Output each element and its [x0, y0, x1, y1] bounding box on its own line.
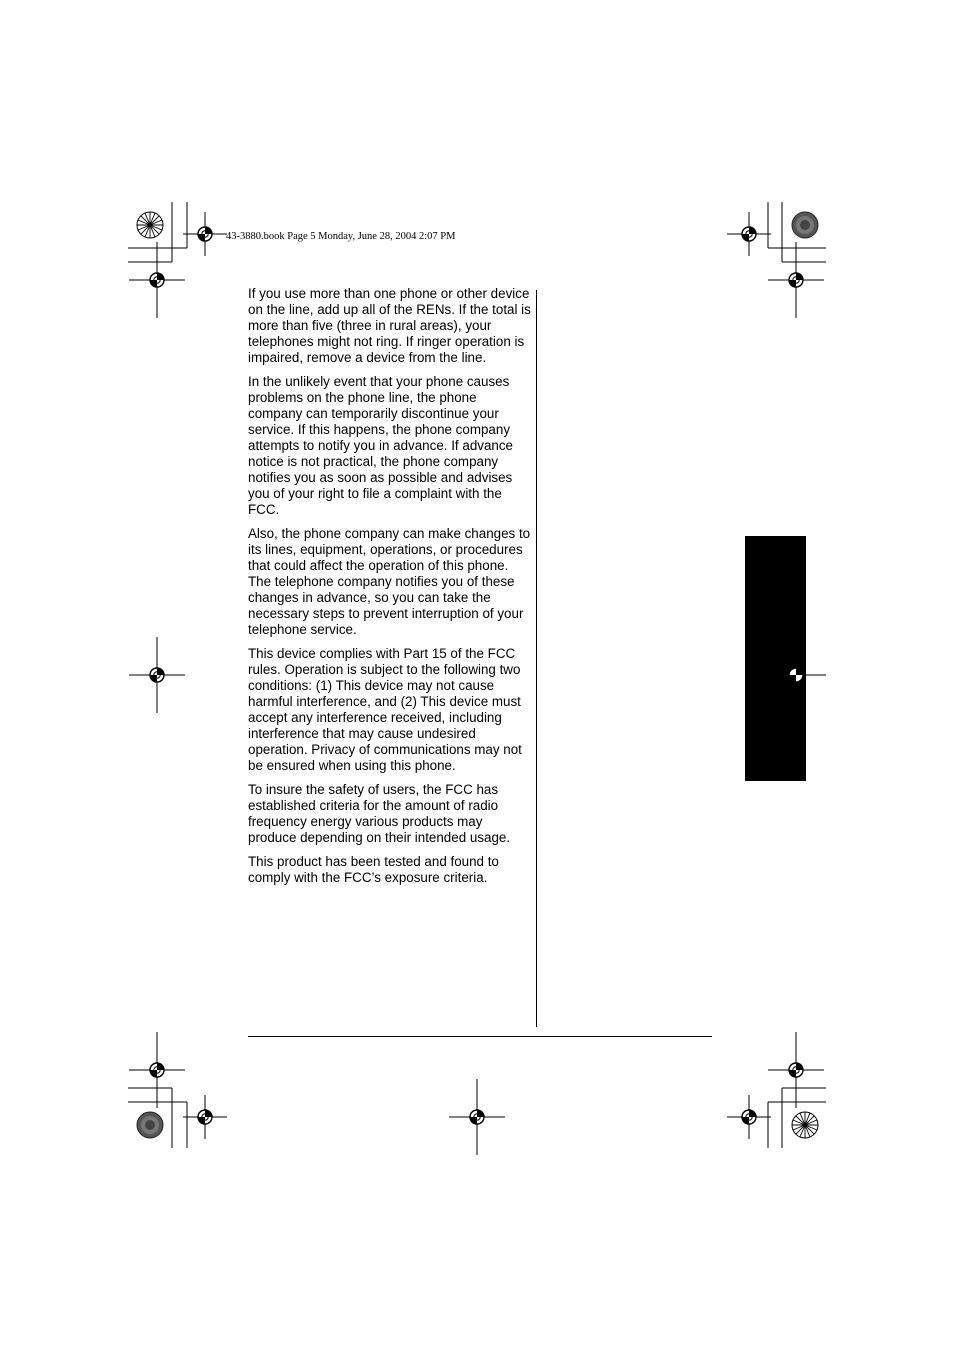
- column-divider: [536, 290, 537, 1027]
- paragraph-part-15: This device complies with Part 15 of the FCC rules. Operation is subject to the following two conditions: (1) This device may not cause harmful interference, and (2) This device must accept any interference received, including interference that may cause undesired operation. Privacy of communications may not be ensured when using this phone.: [248, 646, 522, 773]
- paragraph-ren: If you use more than one phone or other device on the line, add up all of the RENs. If the total is more than five (three in rural areas), your telephones might not ring. If ringer operation is impaired, remove a device from the line.: [248, 286, 531, 365]
- print-file-info: 43-3880.book Page 5 Monday, June 28, 2004 2:07 PM: [226, 231, 456, 242]
- body-text-column: [248, 286, 533, 894]
- paragraph-line-changes: Also, the phone company can make changes to its lines, equipment, operations, or procedures that could affect the operation of this phone. The telephone company notifies you of these changes in advance, so you can take the necessary steps to prevent interruption of your telephone service.: [248, 526, 531, 637]
- paragraph-service-discontinue: In the unlikely event that your phone causes problems on the phone line, the phone company can temporarily discontinue your service. If this happens, the phone company attempts to notify you in advance. If advance notice is not practical, the phone company notifies you as soon as possible and advises you of your right to file a complaint with the FCC.: [248, 374, 513, 517]
- footer-rule: [248, 1036, 712, 1037]
- paragraph-rf-safety: To insure the safety of users, the FCC has established criteria for the amount of radio frequency energy various products may produce depending on their intended usage.: [248, 782, 511, 845]
- paragraph-exposure-criteria: This product has been tested and found to comply with the FCC’s exposure criteria.: [248, 854, 499, 885]
